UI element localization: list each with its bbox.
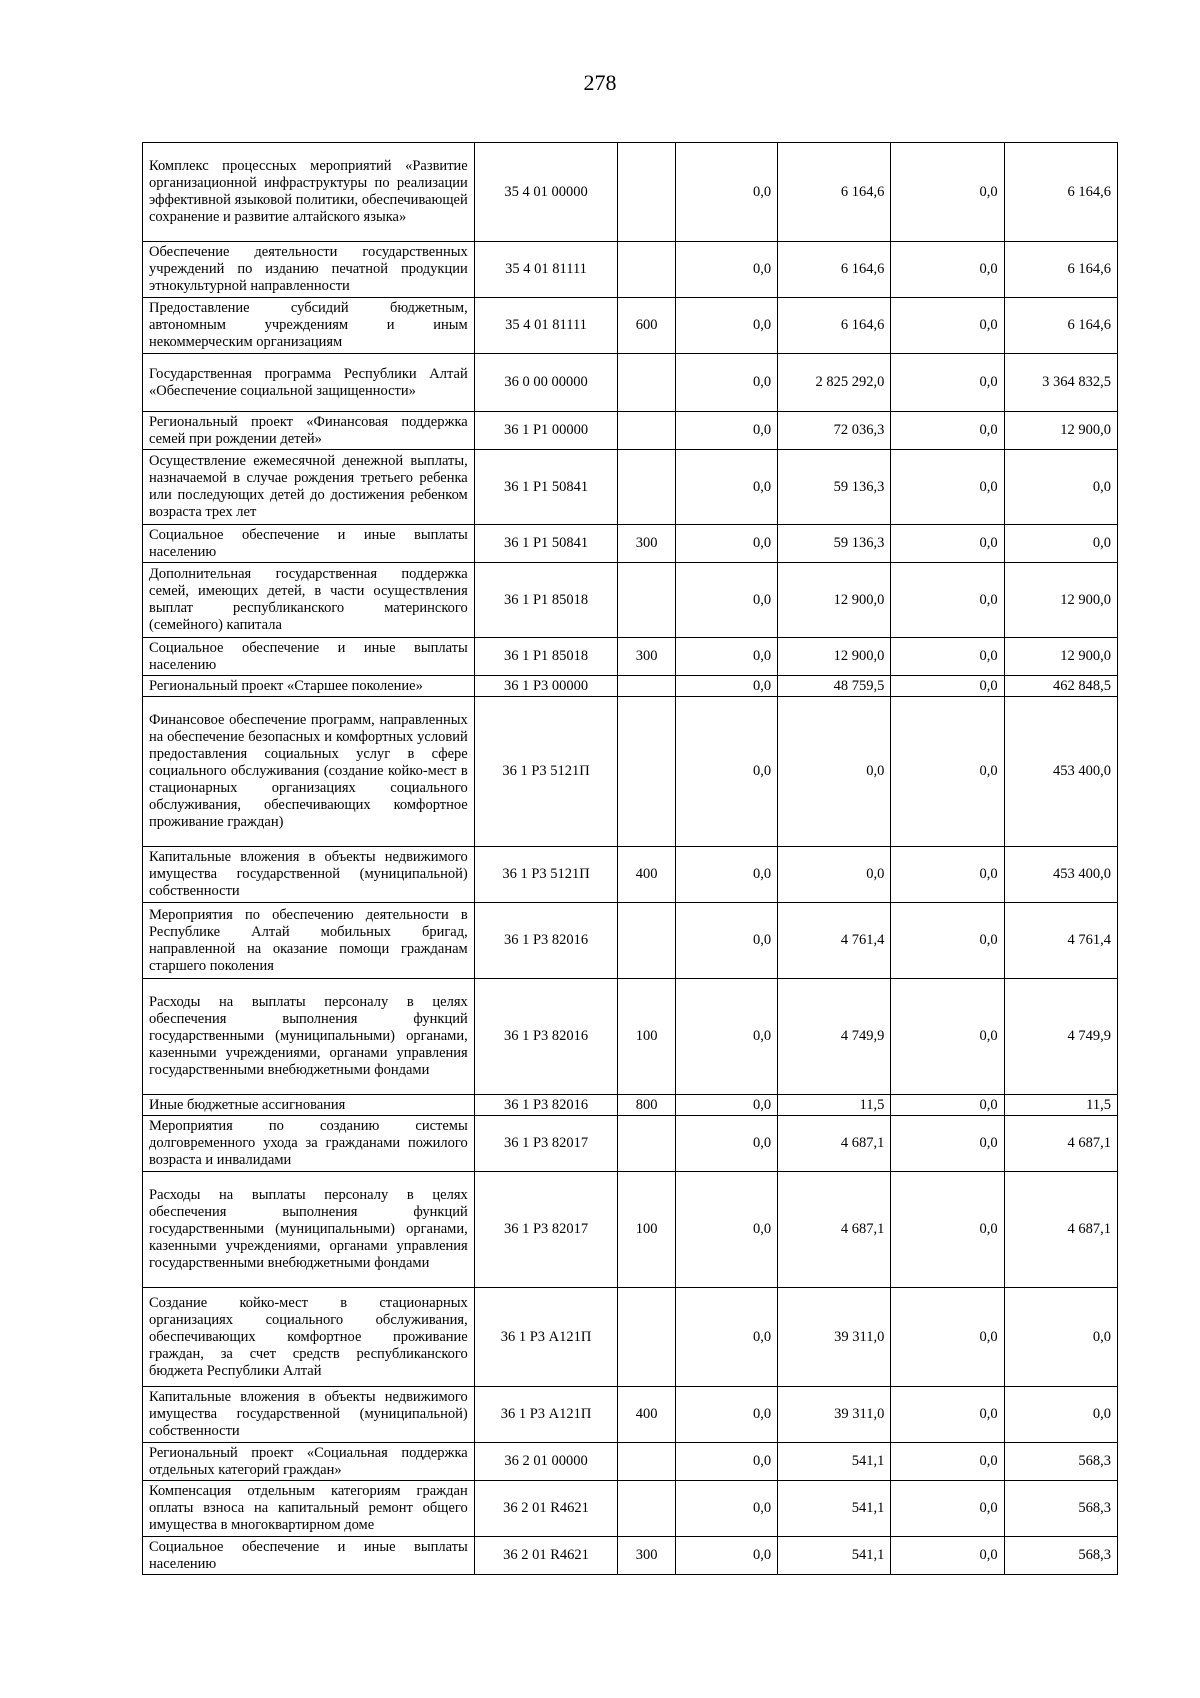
row-value-1-cell: 0,0 [675,697,777,847]
table-body [143,143,1118,1575]
row-name-cell: Региональный проект «Социальная поддержка отдельных категорий граждан» [143,1443,475,1481]
row-code-cell: 36 1 Р3 5121П [474,847,618,903]
table-row [143,1116,1118,1172]
table-row [143,1443,1118,1481]
row-value-1-cell: 0,0 [675,979,777,1095]
row-value-1-cell: 0,0 [675,638,777,676]
row-value-4-cell: 11,5 [1004,1095,1117,1116]
row-value-4-cell: 568,3 [1004,1481,1117,1537]
row-code-cell: 36 1 Р1 85018 [474,638,618,676]
row-code-cell: 36 1 Р1 50841 [474,525,618,563]
row-value-3-cell: 0,0 [891,242,1004,298]
row-value-3-cell: 0,0 [891,525,1004,563]
row-expense-type-cell [618,563,676,638]
page-number: 278 [583,70,617,95]
row-value-2-cell: 0,0 [778,847,891,903]
row-value-1-cell: 0,0 [675,1172,777,1288]
row-code-cell: 36 0 00 00000 [474,354,618,412]
table-row [143,676,1118,697]
row-value-2-cell: 4 687,1 [778,1116,891,1172]
row-expense-type-cell: 100 [618,1172,676,1288]
row-name-cell: Социальное обеспечение и иные выплаты населению [143,638,475,676]
row-name-cell: Дополнительная государственная поддержка семей, имеющих детей, в части осуществления выплат республиканского материнского (семейного) капитала [143,563,475,638]
row-expense-type-cell: 800 [618,1095,676,1116]
row-name-cell: Социальное обеспечение и иные выплаты населению [143,1537,475,1575]
row-name-cell: Финансовое обеспечение программ, направленных на обеспечение безопасных и комфортных условий предоставления социальных услуг в сфере социального обслуживания (создание койко-мест в стационарных организациях социального обслуживания, обеспечивающих комфортное проживание граждан) [143,697,475,847]
table-row [143,1095,1118,1116]
row-value-4-cell: 12 900,0 [1004,412,1117,450]
row-expense-type-cell [618,242,676,298]
row-value-4-cell: 0,0 [1004,525,1117,563]
row-value-3-cell: 0,0 [891,1116,1004,1172]
row-code-cell: 36 1 Р3 82016 [474,903,618,979]
row-name-cell: Компенсация отдельным категориям граждан оплаты взноса на капитальный ремонт общего имущества в многоквартирном доме [143,1481,475,1537]
row-name-cell: Региональный проект «Финансовая поддержка семей при рождении детей» [143,412,475,450]
row-value-3-cell: 0,0 [891,143,1004,242]
table-row [143,1172,1118,1288]
table-row [143,1537,1118,1575]
row-value-1-cell: 0,0 [675,1443,777,1481]
row-value-4-cell: 0,0 [1004,1288,1117,1387]
row-value-2-cell: 6 164,6 [778,298,891,354]
row-code-cell: 36 2 01 R4621 [474,1537,618,1575]
row-value-4-cell: 453 400,0 [1004,697,1117,847]
row-value-1-cell: 0,0 [675,450,777,525]
row-expense-type-cell [618,697,676,847]
row-expense-type-cell [618,676,676,697]
table-row [143,298,1118,354]
row-code-cell: 36 1 Р1 50841 [474,450,618,525]
table-row [143,979,1118,1095]
row-value-1-cell: 0,0 [675,525,777,563]
row-value-4-cell: 4 687,1 [1004,1116,1117,1172]
row-value-4-cell: 4 761,4 [1004,903,1117,979]
table-row [143,242,1118,298]
row-value-2-cell: 4 687,1 [778,1172,891,1288]
row-value-2-cell: 72 036,3 [778,412,891,450]
row-value-2-cell: 0,0 [778,697,891,847]
row-value-1-cell: 0,0 [675,242,777,298]
row-code-cell: 36 1 Р3 82016 [474,979,618,1095]
row-name-cell: Мероприятия по созданию системы долговременного ухода за гражданами пожилого возраста и инвалидами [143,1116,475,1172]
row-expense-type-cell [618,412,676,450]
row-code-cell: 36 1 Р3 00000 [474,676,618,697]
row-name-cell: Социальное обеспечение и иные выплаты населению [143,525,475,563]
row-value-1-cell: 0,0 [675,1387,777,1443]
row-name-cell: Обеспечение деятельности государственных учреждений по изданию печатной продукции этнокультурной направленности [143,242,475,298]
row-code-cell: 35 4 01 00000 [474,143,618,242]
row-expense-type-cell [618,354,676,412]
table-row [143,525,1118,563]
row-name-cell: Осуществление ежемесячной денежной выплаты, назначаемой в случае рождения третьего ребенка или последующих детей до достижения ребенком возраста трех лет [143,450,475,525]
row-value-3-cell: 0,0 [891,1443,1004,1481]
row-value-4-cell: 568,3 [1004,1537,1117,1575]
row-name-cell: Мероприятия по обеспечению деятельности в Республике Алтай мобильных бригад, направленной на оказание помощи гражданам старшего поколения [143,903,475,979]
row-name-cell: Иные бюджетные ассигнования [143,1095,475,1116]
row-value-4-cell: 0,0 [1004,450,1117,525]
row-expense-type-cell: 300 [618,525,676,563]
row-value-4-cell: 0,0 [1004,1387,1117,1443]
row-code-cell: 36 1 Р1 00000 [474,412,618,450]
budget-table [142,142,1118,1575]
row-value-2-cell: 6 164,6 [778,242,891,298]
row-expense-type-cell [618,1288,676,1387]
row-name-cell: Государственная программа Республики Алтай «Обеспечение социальной защищенности» [143,354,475,412]
table-row [143,143,1118,242]
row-value-4-cell: 568,3 [1004,1443,1117,1481]
row-value-4-cell: 12 900,0 [1004,638,1117,676]
row-expense-type-cell [618,143,676,242]
row-value-3-cell: 0,0 [891,450,1004,525]
table-row [143,1481,1118,1537]
row-value-3-cell: 0,0 [891,298,1004,354]
row-name-cell: Предоставление субсидий бюджетным, автономным учреждениям и иным некоммерческим организациям [143,298,475,354]
row-value-1-cell: 0,0 [675,1537,777,1575]
row-name-cell: Региональный проект «Старшее поколение» [143,676,475,697]
row-value-2-cell: 12 900,0 [778,563,891,638]
table-row [143,354,1118,412]
row-value-4-cell: 6 164,6 [1004,298,1117,354]
row-value-2-cell: 4 761,4 [778,903,891,979]
row-expense-type-cell: 400 [618,847,676,903]
row-value-1-cell: 0,0 [675,143,777,242]
row-expense-type-cell [618,903,676,979]
row-value-1-cell: 0,0 [675,354,777,412]
row-name-cell: Комплекс процессных мероприятий «Развитие организационной инфраструктуры по реализации эффективной языковой политики, обеспечивающей сохранение и развитие алтайского языка» [143,143,475,242]
row-value-2-cell: 39 311,0 [778,1288,891,1387]
row-value-4-cell: 4 687,1 [1004,1172,1117,1288]
table-row [143,1288,1118,1387]
row-value-2-cell: 4 749,9 [778,979,891,1095]
row-value-1-cell: 0,0 [675,1288,777,1387]
row-code-cell: 36 1 Р3 А121П [474,1288,618,1387]
row-value-4-cell: 3 364 832,5 [1004,354,1117,412]
row-code-cell: 36 2 01 R4621 [474,1481,618,1537]
row-value-3-cell: 0,0 [891,638,1004,676]
row-code-cell: 36 1 Р3 5121П [474,697,618,847]
row-code-cell: 36 1 Р3 А121П [474,1387,618,1443]
row-expense-type-cell: 300 [618,638,676,676]
row-expense-type-cell: 600 [618,298,676,354]
row-expense-type-cell [618,1443,676,1481]
row-value-1-cell: 0,0 [675,1116,777,1172]
row-expense-type-cell: 100 [618,979,676,1095]
row-name-cell: Расходы на выплаты персоналу в целях обеспечения выполнения функций государственными (муниципальными) органами, казенными учреждениями, органами управления государственными внебюджетными фондами [143,979,475,1095]
row-value-3-cell: 0,0 [891,847,1004,903]
row-value-2-cell: 39 311,0 [778,1387,891,1443]
row-value-2-cell: 59 136,3 [778,525,891,563]
row-value-1-cell: 0,0 [675,1481,777,1537]
table-row [143,563,1118,638]
row-value-3-cell: 0,0 [891,903,1004,979]
row-value-3-cell: 0,0 [891,354,1004,412]
row-value-2-cell: 6 164,6 [778,143,891,242]
row-value-4-cell: 453 400,0 [1004,847,1117,903]
row-expense-type-cell [618,1116,676,1172]
row-value-1-cell: 0,0 [675,1095,777,1116]
row-value-4-cell: 4 749,9 [1004,979,1117,1095]
row-expense-type-cell: 400 [618,1387,676,1443]
table-row [143,450,1118,525]
row-expense-type-cell [618,1481,676,1537]
row-value-3-cell: 0,0 [891,1481,1004,1537]
row-value-3-cell: 0,0 [891,1288,1004,1387]
row-value-4-cell: 6 164,6 [1004,242,1117,298]
row-value-2-cell: 2 825 292,0 [778,354,891,412]
row-value-1-cell: 0,0 [675,298,777,354]
row-value-1-cell: 0,0 [675,847,777,903]
table-row [143,847,1118,903]
table-row [143,697,1118,847]
row-name-cell: Капитальные вложения в объекты недвижимого имущества государственной (муниципальной) собственности [143,847,475,903]
row-value-2-cell: 541,1 [778,1443,891,1481]
table-row [143,412,1118,450]
row-value-3-cell: 0,0 [891,1095,1004,1116]
row-value-2-cell: 541,1 [778,1537,891,1575]
row-value-4-cell: 462 848,5 [1004,676,1117,697]
row-expense-type-cell: 300 [618,1537,676,1575]
row-code-cell: 36 1 Р3 82016 [474,1095,618,1116]
row-value-2-cell: 48 759,5 [778,676,891,697]
table-row [143,638,1118,676]
row-value-4-cell: 12 900,0 [1004,563,1117,638]
row-value-3-cell: 0,0 [891,563,1004,638]
row-code-cell: 35 4 01 81111 [474,298,618,354]
row-value-2-cell: 59 136,3 [778,450,891,525]
row-value-1-cell: 0,0 [675,903,777,979]
row-code-cell: 35 4 01 81111 [474,242,618,298]
row-value-3-cell: 0,0 [891,676,1004,697]
row-value-2-cell: 541,1 [778,1481,891,1537]
row-value-1-cell: 0,0 [675,563,777,638]
row-code-cell: 36 2 01 00000 [474,1443,618,1481]
row-value-2-cell: 11,5 [778,1095,891,1116]
row-name-cell: Расходы на выплаты персоналу в целях обеспечения выполнения функций государственными (муниципальными) органами, казенными учреждениями, органами управления государственными внебюджетными фондами [143,1172,475,1288]
table-row [143,1387,1118,1443]
row-name-cell: Создание койко-мест в стационарных организациях социального обслуживания, обеспечивающих комфортное проживание граждан, за счет средств республиканского бюджета Республики Алтай [143,1288,475,1387]
row-value-3-cell: 0,0 [891,412,1004,450]
row-value-3-cell: 0,0 [891,979,1004,1095]
row-value-1-cell: 0,0 [675,412,777,450]
row-code-cell: 36 1 Р1 85018 [474,563,618,638]
table-row [143,903,1118,979]
row-value-3-cell: 0,0 [891,1537,1004,1575]
row-value-3-cell: 0,0 [891,697,1004,847]
row-expense-type-cell [618,450,676,525]
row-value-1-cell: 0,0 [675,676,777,697]
row-value-3-cell: 0,0 [891,1172,1004,1288]
row-value-3-cell: 0,0 [891,1387,1004,1443]
row-code-cell: 36 1 Р3 82017 [474,1172,618,1288]
row-name-cell: Капитальные вложения в объекты недвижимого имущества государственной (муниципальной) собственности [143,1387,475,1443]
row-value-4-cell: 6 164,6 [1004,143,1117,242]
row-value-2-cell: 12 900,0 [778,638,891,676]
row-code-cell: 36 1 Р3 82017 [474,1116,618,1172]
